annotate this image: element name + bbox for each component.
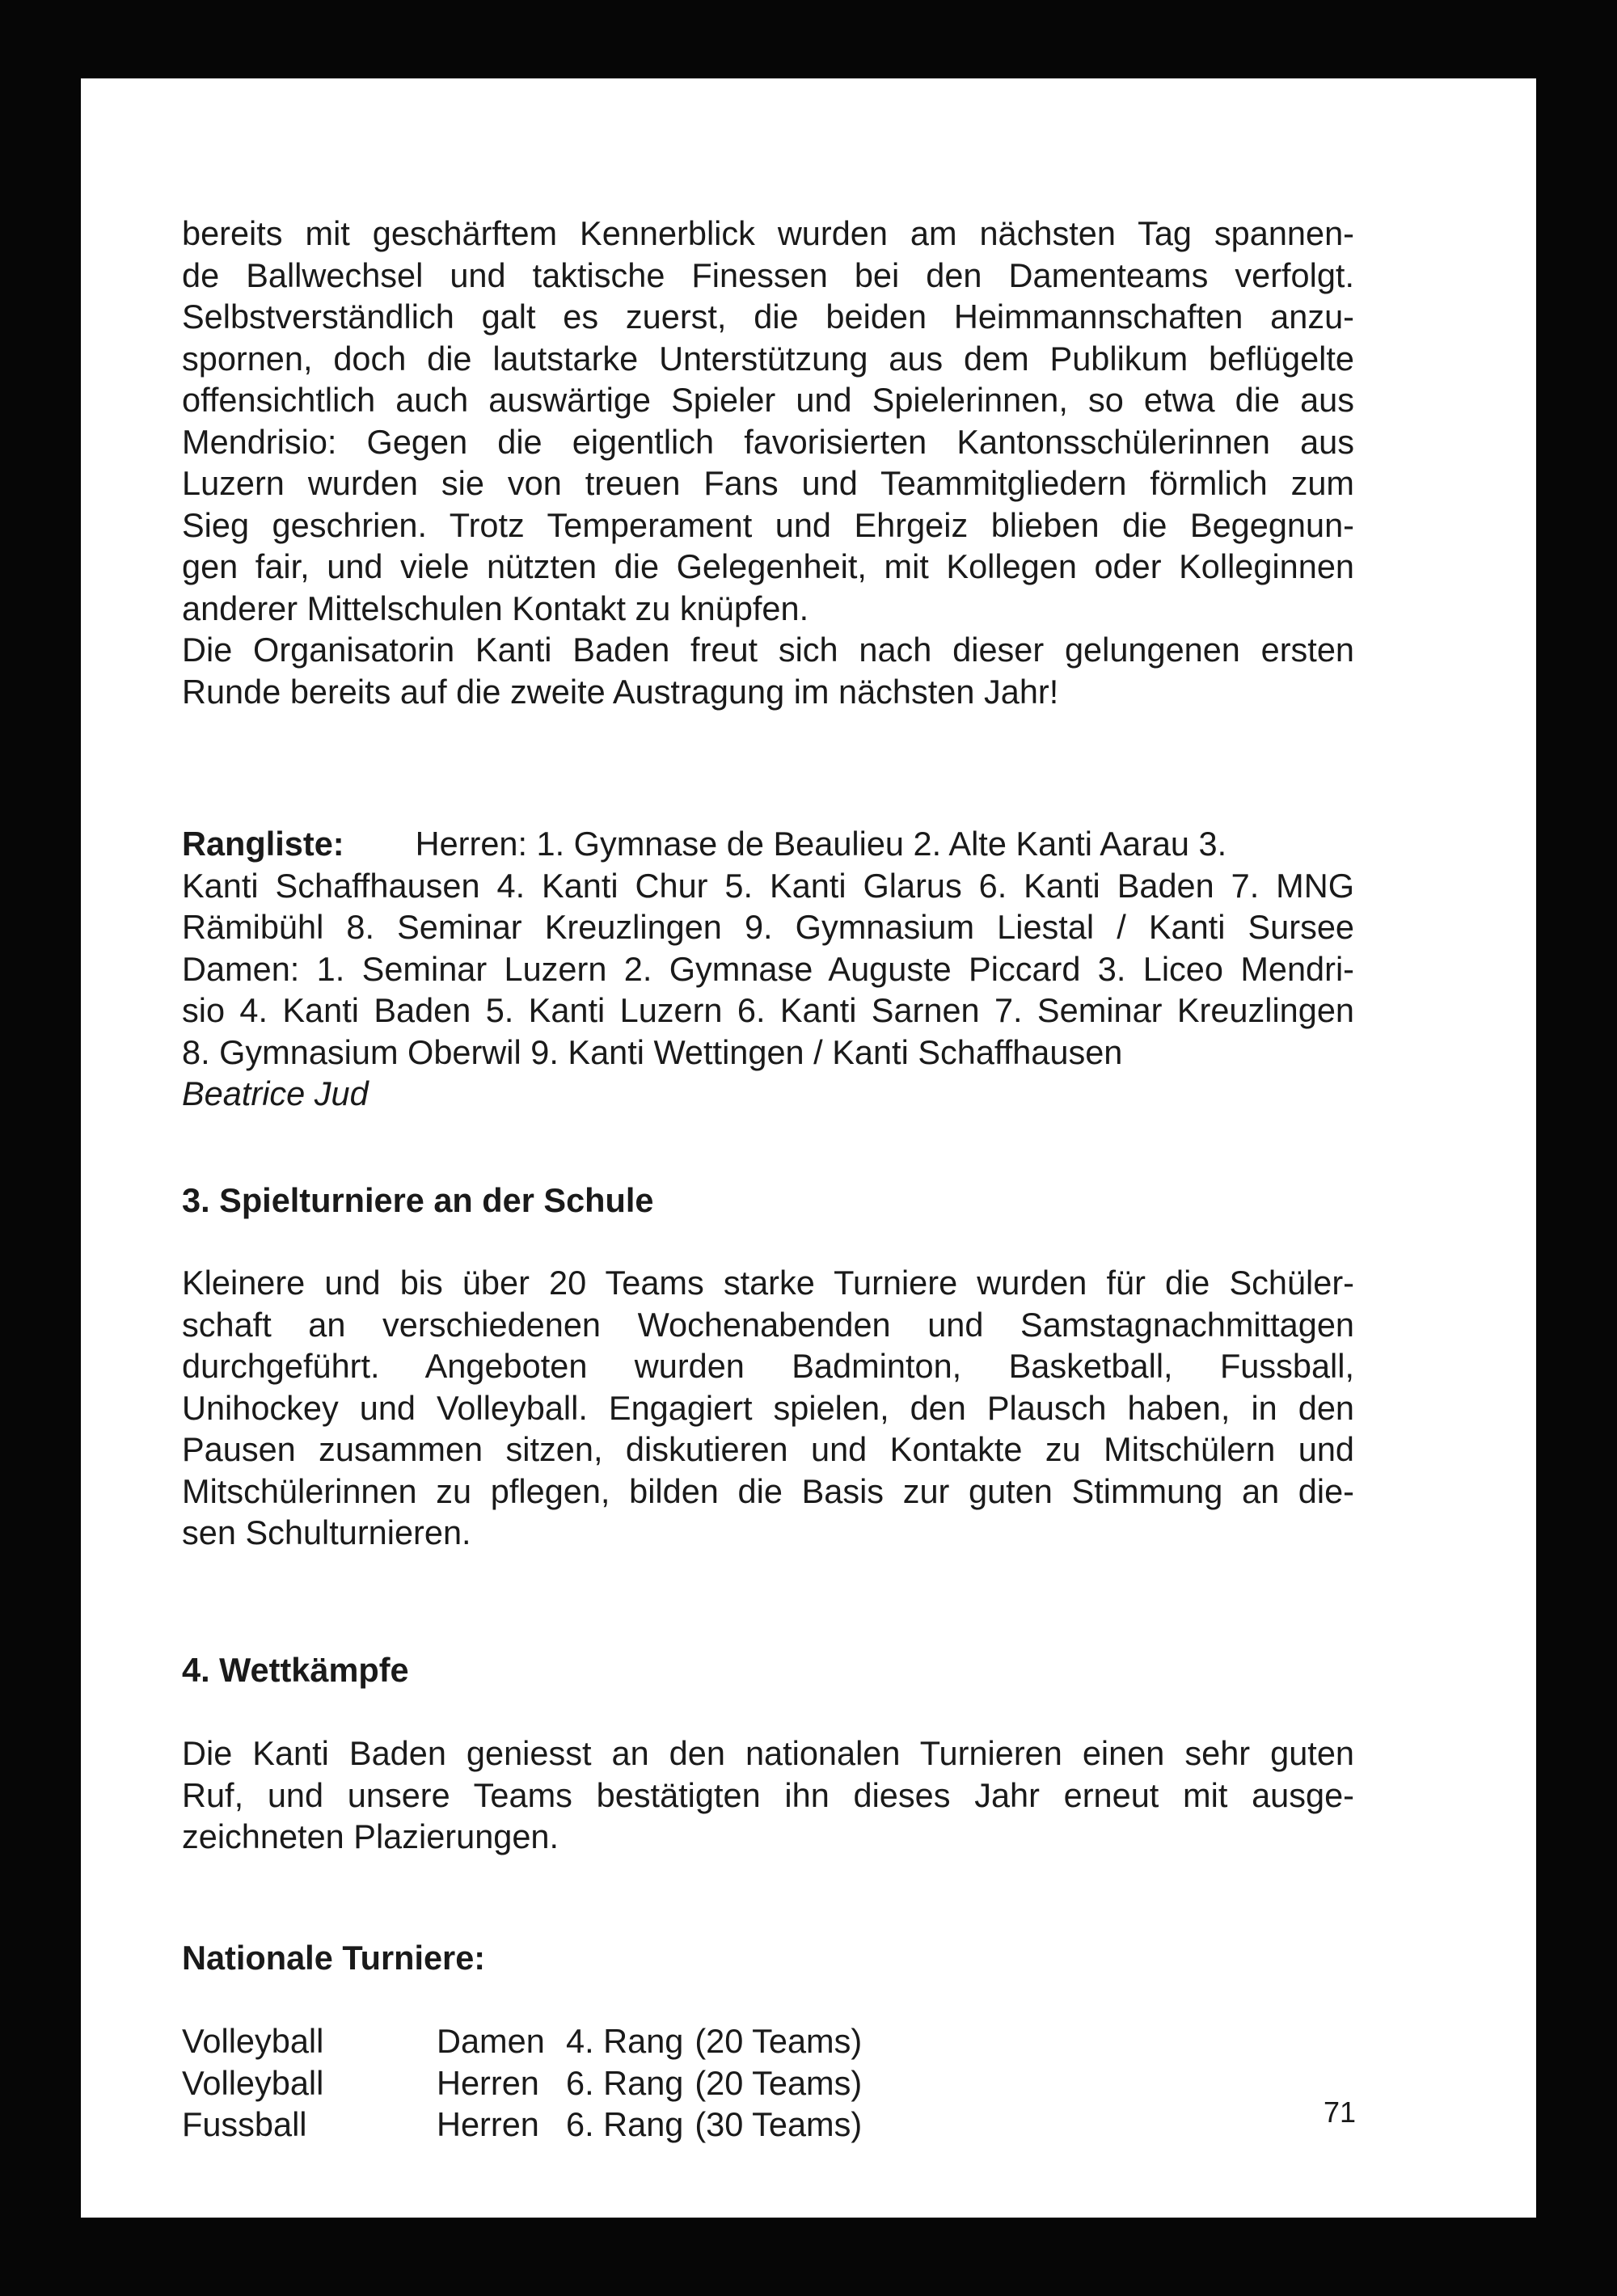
section-4-heading: 4. Wettkämpfe	[182, 1651, 409, 1689]
text-line: Kleinere und bis über 20 Teams starke Turniere wurden für die Schüler-	[182, 1264, 1354, 1302]
text-line: Pausen zusammen sitzen, diskutieren und Kontakte zu Mitschülern und	[182, 1430, 1354, 1468]
intro-text	[182, 213, 1354, 712]
text-line: bereits mit geschärftem Kennerblick wurden am nächsten Tag spannen-	[182, 214, 1354, 252]
nationale-table-wrap	[182, 2020, 1354, 2146]
text-line: durchgeführt. Angeboten wurden Badminton, Basketball, Fussball,	[182, 1347, 1354, 1385]
nationale-turniere	[182, 1937, 1354, 1979]
rank-text: 6. Rang	[566, 2105, 684, 2143]
rank-cell	[566, 2020, 862, 2062]
text-line: zeichneten Plazierungen.	[182, 1817, 559, 1855]
rank-cell	[566, 2062, 862, 2104]
text-line: anderer Mittelschulen Kontakt zu knüpfen.	[182, 589, 809, 627]
section-4	[182, 1649, 1354, 1691]
text-line: Mendrisio: Gegen die eigentlich favorisierten Kantonsschülerinnen aus	[182, 422, 1354, 461]
section-4-body	[182, 1733, 1354, 1858]
rangliste-text	[182, 823, 1354, 1115]
text-line: Unihockey und Volleyball. Engagiert spielen, den Plausch haben, in den	[182, 1388, 1354, 1427]
section-4-text	[182, 1733, 1354, 1858]
text-line: offensichtlich auch auswärtige Spieler und Spielerinnen, so etwa die aus	[182, 381, 1354, 419]
text-line: Sieg geschrien. Trotz Temperament und Ehrgeiz blieben die Begegnun-	[182, 505, 1354, 544]
text-line: gen fair, und viele nützten die Gelegenheit, mit Kollegen oder Kolleginnen	[182, 547, 1354, 585]
text-line: sen Schulturnieren.	[182, 1513, 471, 1551]
table-row	[182, 2020, 862, 2062]
author-signature: Beatrice Jud	[182, 1074, 369, 1112]
gender-cell: Herren	[437, 2063, 539, 2102]
text-line: Die Kanti Baden geniesst an den nationalen Turnieren einen sehr guten	[182, 1734, 1354, 1772]
teams-text: (20 Teams)	[695, 2063, 863, 2102]
table-row	[182, 2104, 862, 2146]
sport-cell: Volleyball	[182, 2063, 324, 2102]
text-line: Ruf, und unsere Teams bestätigten ihn dieses Jahr erneut mit ausge-	[182, 1775, 1354, 1814]
text-line: 8. Gymnasium Oberwil 9. Kanti Wettingen / Kanti Schaffhausen	[182, 1032, 1123, 1071]
text-line: schaft an verschiedenen Wochenabenden und Samstagnachmittagen	[182, 1305, 1354, 1344]
text-line: Rämibühl 8. Seminar Kreuzlingen 9. Gymnasium Liestal / Kanti Sursee	[182, 908, 1354, 946]
rangliste-label: Rangliste:	[182, 825, 344, 863]
text-line: Luzern wurden sie von treuen Fans und Teammitgliedern förmlich zum	[182, 464, 1354, 502]
rangliste-first-line	[182, 823, 1354, 865]
text-line: Selbstverständlich galt es zuerst, die beiden Heimmannschaften anzu-	[182, 298, 1354, 336]
gender-cell: Herren	[437, 2105, 539, 2143]
rank-text: 4. Rang	[566, 2022, 684, 2060]
sport-cell: Fussball	[182, 2105, 307, 2143]
page-number: 71	[1323, 2096, 1356, 2129]
text-line: Damen: 1. Seminar Luzern 2. Gymnase Auguste Piccard 3. Liceo Mendri-	[182, 949, 1354, 988]
teams-text: (20 Teams)	[695, 2022, 863, 2060]
text-line: Runde bereits auf die zweite Austragung im nächsten Jahr!	[182, 672, 1059, 711]
rank-cell	[566, 2104, 862, 2146]
text-line: spornen, doch die lautstarke Unterstützung aus dem Publikum beflügelte	[182, 339, 1354, 378]
document-page	[81, 78, 1536, 2218]
section-3	[182, 1180, 1354, 1222]
gender-cell: Damen	[437, 2022, 545, 2060]
table-row	[182, 2062, 862, 2104]
rank-text: 6. Rang	[566, 2063, 684, 2102]
rangliste-block	[182, 823, 1354, 1115]
nationale-heading: Nationale Turniere:	[182, 1939, 486, 1977]
teams-text: (30 Teams)	[695, 2105, 863, 2143]
text-line: Die Organisatorin Kanti Baden freut sich nach dieser gelungenen ersten	[182, 631, 1354, 669]
sport-cell: Volleyball	[182, 2022, 324, 2060]
text-line: Kanti Schaffhausen 4. Kanti Chur 5. Kanti Glarus 6. Kanti Baden 7. MNG	[182, 866, 1354, 905]
section-3-body	[182, 1262, 1354, 1554]
nationale-table	[182, 2020, 862, 2146]
text-line: de Ballwechsel und taktische Finessen bei den Damenteams verfolgt.	[182, 255, 1354, 294]
text-line: Mitschülerinnen zu pflegen, bilden die Basis zur guten Stimmung an die-	[182, 1471, 1354, 1510]
section-3-heading: 3. Spielturniere an der Schule	[182, 1181, 654, 1219]
rangliste-herren-start: Herren: 1. Gymnase de Beaulieu 2. Alte Kanti Aarau 3.	[415, 825, 1227, 863]
section-3-text	[182, 1262, 1354, 1554]
intro-paragraph	[182, 213, 1354, 712]
text-line: sio 4. Kanti Baden 5. Kanti Luzern 6. Kanti Sarnen 7. Seminar Kreuzlingen	[182, 991, 1354, 1029]
